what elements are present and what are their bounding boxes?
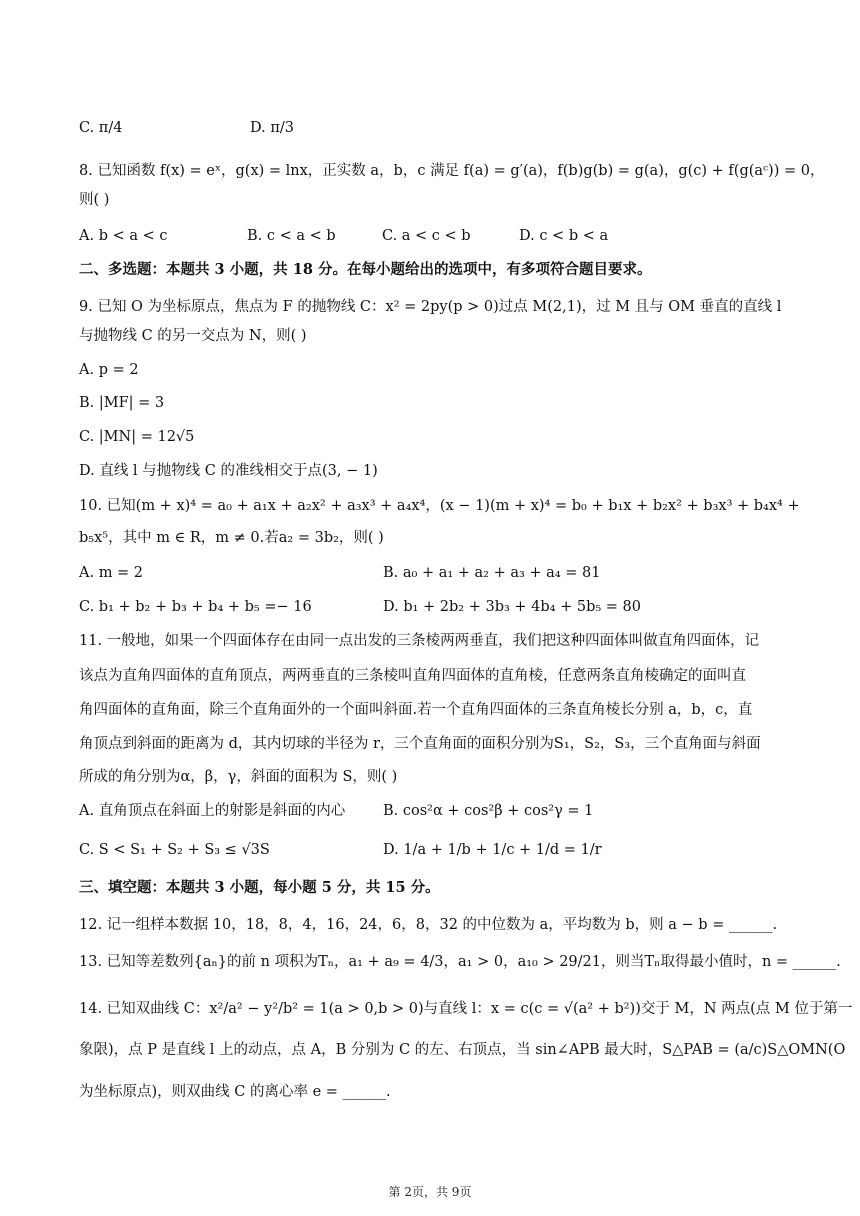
q8-stem-line1: 8. 已知函数 f(x) = eˣ，g(x) = lnx，正实数 a，b，c 满足 f(a) = g′(a)，f(b)g(b) = g(a)，g(c) + f(g(aᶜ)) = 0， xyxy=(79,163,825,179)
q9-option-d: D. 直线 l 与抛物线 C 的准线相交于点(3, − 1) xyxy=(79,463,378,479)
q11-option-b: B. cos²α + cos²β + cos²γ = 1 xyxy=(383,803,594,819)
q11-stem-line3: 角四面体的直角面，除三个直角面外的一个面叫斜面.若一个直角四面体的三条直角棱长分别 a，b，c，直 xyxy=(79,702,753,718)
q8-option-a: A. b < a < c xyxy=(79,228,168,244)
q11-stem-line2: 该点为直角四面体的直角顶点，两两垂直的三条棱叫直角四面体的直角棱，任意两条直角棱确定的面叫直 xyxy=(79,668,746,684)
section-multiple-choice-heading: 二、多选题：本题共 3 小题，共 18 分。在每小题给出的选项中，有多项符合题目要求。 xyxy=(79,261,652,278)
q7-option-d: D. π/3 xyxy=(250,120,294,136)
q10-stem-line2: b₅x⁵，其中 m ∈ R，m ≠ 0.若a₂ = 3b₂，则( ) xyxy=(79,530,384,546)
q10-option-d: D. b₁ + 2b₂ + 3b₃ + 4b₄ + 5b₅ = 80 xyxy=(383,599,641,615)
q9-stem-line2: 与抛物线 C 的另一交点为 N，则( ) xyxy=(79,328,307,344)
q9-option-b: B. |MF| = 3 xyxy=(79,395,165,411)
q9-stem-line1: 9. 已知 O 为坐标原点，焦点为 F 的抛物线 C：x² = 2py(p > 0)过点 M(2,1)，过 M 且与 OM 垂直的直线 l xyxy=(79,299,782,315)
q7-option-c: C. π/4 xyxy=(79,120,123,136)
q11-option-a: A. 直角顶点在斜面上的射影是斜面的内心 xyxy=(79,803,346,819)
q14-stem-line1: 14. 已知双曲线 C：x²/a² − y²/b² = 1(a > 0,b > 0)与直线 l：x = c(c = √(a² + b²))交于 M，N 两点(点 M 位于第一 xyxy=(79,1001,853,1017)
q8-stem-line2: 则( ) xyxy=(79,192,110,208)
q10-option-a: A. m = 2 xyxy=(79,565,144,581)
q9-option-c: C. |MN| = 12√5 xyxy=(79,429,195,445)
q11-option-d: D. 1/a + 1/b + 1/c + 1/d = 1/r xyxy=(383,842,602,858)
q9-option-a: A. p = 2 xyxy=(79,362,139,378)
q11-stem-line1: 11. 一般地，如果一个四面体存在由同一点出发的三条棱两两垂直，我们把这种四面体叫做直角四面体，记 xyxy=(79,633,760,649)
q12-stem: 12. 记一组样本数据 10，18，8，4，16，24，6，8，32 的中位数为 a，平均数为 b，则 a − b = ______. xyxy=(79,917,778,933)
q10-stem-line1: 10. 已知(m + x)⁴ = a₀ + a₁x + a₂x² + a₃x³ + a₄x⁴，(x − 1)(m + x)⁴ = b₀ + b₁x + b₂x² + b₃x³ + b₄x⁴ + xyxy=(79,498,800,514)
q11-option-c: C. S < S₁ + S₂ + S₃ ≤ √3S xyxy=(79,842,270,858)
q8-option-c: C. a < c < b xyxy=(382,228,471,244)
q8-option-b: B. c < a < b xyxy=(247,228,336,244)
q13-stem: 13. 已知等差数列{aₙ}的前 n 项积为Tₙ，a₁ + a₉ = 4/3，a₁ > 0，a₁₀ > 29/21，则当Tₙ取得最小值时，n = ______. xyxy=(79,954,841,970)
q14-stem-line3: 为坐标原点)，则双曲线 C 的离心率 e = ______. xyxy=(79,1084,391,1100)
q14-stem-line2: 象限)，点 P 是直线 l 上的动点，点 A，B 分别为 C 的左、右顶点，当 sin∠APB 最大时，S△PAB = (a/c)S△OMN(O xyxy=(79,1042,846,1058)
page-footer: 第 2页，共 9页 xyxy=(388,1185,472,1199)
q11-stem-line4: 角顶点到斜面的距离为 d，其内切球的半径为 r，三个直角面的面积分别为S₁，S₂，S₃，三个直角面与斜面 xyxy=(79,736,761,752)
q10-option-c: C. b₁ + b₂ + b₃ + b₄ + b₅ =− 16 xyxy=(79,599,312,615)
section-fill-in-heading: 三、填空题：本题共 3 小题，每小题 5 分，共 15 分。 xyxy=(79,879,440,896)
q11-stem-line5: 所成的角分别为α，β，γ，斜面的面积为 S，则( ) xyxy=(79,769,398,785)
q10-option-b: B. a₀ + a₁ + a₂ + a₃ + a₄ = 81 xyxy=(383,565,601,581)
q8-option-d: D. c < b < a xyxy=(519,228,609,244)
